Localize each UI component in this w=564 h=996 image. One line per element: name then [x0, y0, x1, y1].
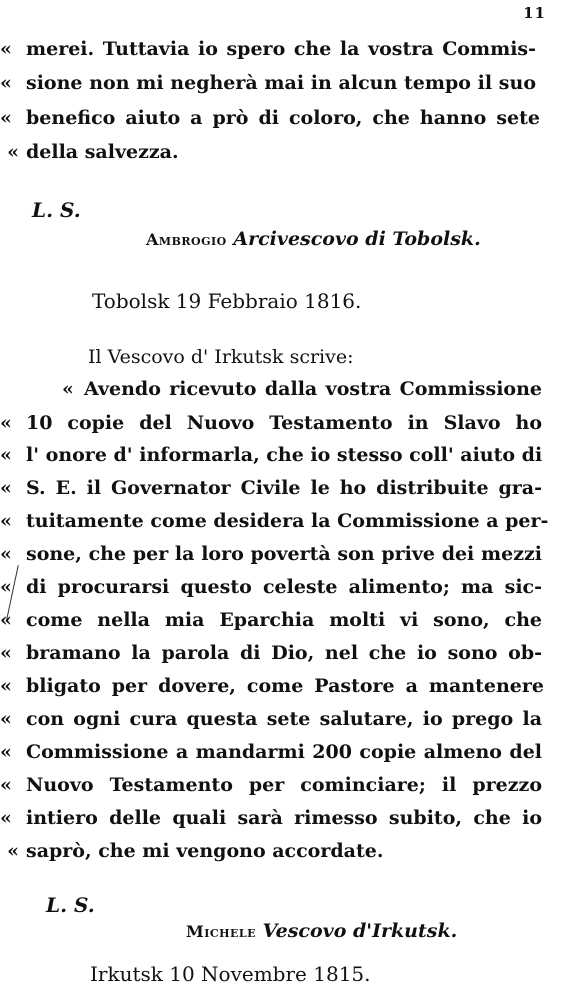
dateline: Irkutsk 10 Novembre 1815. — [90, 962, 371, 986]
quote-mark: « — [0, 642, 12, 664]
text-line: « Nuovo Testamento per cominciare; il prezzo — [0, 774, 542, 796]
quote-mark: « — [0, 807, 12, 829]
quote-mark: « — [0, 675, 12, 697]
text-line: « Avendo ricevuto dalla vostra Commissione — [62, 378, 542, 400]
dateline: Tobolsk 19 Febbraio 1816. — [92, 289, 362, 313]
quote-mark: « — [0, 72, 12, 94]
text-line: « della salvezza. — [0, 141, 179, 163]
quote-mark: « — [0, 444, 12, 466]
page-number: 11 — [523, 4, 546, 22]
quote-mark: « — [0, 543, 12, 565]
quote-mark: « — [7, 840, 19, 862]
quote-mark: « — [7, 141, 19, 163]
signature — [146, 228, 481, 250]
text-line: « con ogni cura questa sete salutare, io prego la — [0, 708, 542, 730]
text-line: « saprò, che mi vengono accordate. — [0, 840, 383, 862]
text-line: « merei. Tuttavia io spero che la vostra Commis- — [0, 38, 536, 60]
signature-title: Vescovo d'Irkutsk. — [262, 920, 458, 942]
quote-mark: « — [0, 609, 12, 631]
quote-mark: « — [0, 412, 12, 434]
text-line: « sione non mi negherà mai in alcun tempo il suo — [0, 72, 536, 94]
signature-title: Arcivescovo di Tobolsk. — [233, 228, 481, 250]
text-line: « di procurarsi questo celeste alimento; ma sic- — [0, 576, 542, 598]
quote-mark: « — [0, 107, 12, 129]
quote-mark: « — [0, 708, 12, 730]
quote-mark: « — [62, 378, 74, 400]
quote-mark: « — [0, 576, 12, 598]
text-line: « benefico aiuto a prò di coloro, che hanno sete — [0, 107, 540, 129]
text-line: « 10 copie del Nuovo Testamento in Slavo ho — [0, 412, 542, 434]
text-line: « S. E. il Governator Civile le ho distribuite gra- — [0, 477, 542, 499]
text-line: « intiero delle quali sarà rimesso subito, che io — [0, 807, 542, 829]
text-line: « sone, che per la loro povertà son prive dei mezzi — [0, 543, 542, 565]
quote-mark: « — [0, 38, 12, 60]
signature-name: Michele — [186, 922, 257, 941]
intro-line: Il Vescovo d' Irkutsk scrive: — [88, 346, 354, 368]
signature — [186, 920, 457, 942]
text-line: « l' onore d' informarla, che io stesso coll' aiuto di — [0, 444, 543, 466]
quote-mark: « — [0, 741, 12, 763]
text-line: « bligato per dovere, come Pastore a mantenere — [0, 675, 544, 697]
text-line: « bramano la parola di Dio, nel che io sono ob- — [0, 642, 542, 664]
seal-mark: L. S. — [32, 198, 81, 222]
quote-mark: « — [0, 510, 12, 532]
quote-mark: « — [0, 774, 12, 796]
text-line: « come nella mia Eparchia molti vi sono, che — [0, 609, 542, 631]
signature-name: Ambrogio — [146, 230, 227, 249]
text-line: « Commissione a mandarmi 200 copie almeno del — [0, 741, 542, 763]
seal-mark: L. S. — [46, 893, 95, 917]
text-line: « tuitamente come desidera la Commissione a per- — [0, 510, 549, 532]
quote-mark: « — [0, 477, 12, 499]
